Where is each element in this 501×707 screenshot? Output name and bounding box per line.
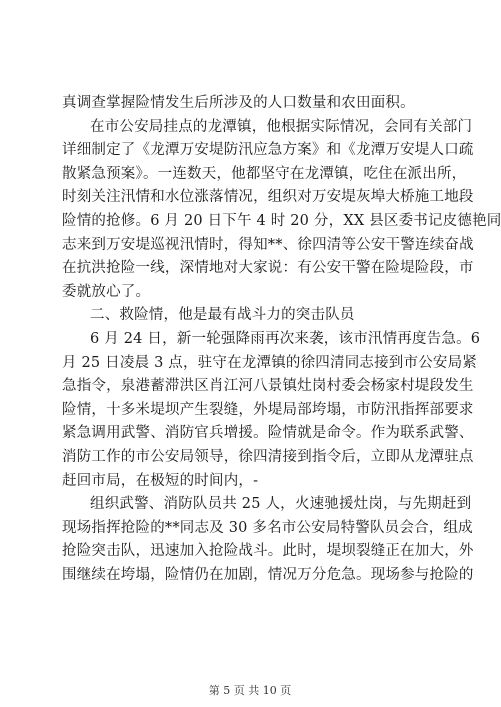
text-line: 志来到万安堤巡视汛情时，得知**、徐四清等公安干警连续奋战 <box>62 236 474 253</box>
text-line: 紧急调用武警、消防官兵增援。险情就是命令。作为联系武警、 <box>62 425 474 442</box>
text-line: 现场指挥抢险的**同志及 30 多名市公安局特警队员会合，组成 <box>62 519 473 536</box>
text-line: 险情，十多米堤坝产生裂缝，外堤局部垮塌，市防汛指挥部要求 <box>62 401 474 418</box>
text-line: 月 25 日凌晨 3 点，驻守在龙潭镇的徐四清同志接到市公安局紧 <box>62 354 478 371</box>
text-line: 6 月 24 日，新一轮强降雨再次来袭，该市汛情再度告急。6 <box>90 330 481 347</box>
text-line: 抢险突击队，迅速加入抢险战斗。此时，堤坝裂缝正在加大，外 <box>62 543 474 560</box>
text-line: 赶回市局，在极短的时间内，- <box>62 472 259 489</box>
text-line: 在抗洪抢险一线，深情地对大家说：有公安干警在险堤险段，市 <box>62 260 474 277</box>
text-line: 急指令，泉港蓄滞洪区肖江河八景镇灶岗村委会杨家村堤段发生 <box>62 378 474 395</box>
section-heading: 二、救险情，他是最有战斗力的突击队员 <box>90 307 355 324</box>
page-number-footer: 第 5 页 共 10 页 <box>208 684 292 697</box>
text-line: 在市公安局挂点的龙潭镇，他根据实际情况，会同有关部门 <box>90 118 473 135</box>
text-line: 组织武警、消防队员共 25 人，火速驰援灶岗，与先期赶到 <box>90 496 472 513</box>
text-line: 散紧急预案》。一连数天，他都坚守在龙潭镇，吃住在派出所， <box>62 165 467 182</box>
text-line: 险情的抢修。6 月 20 日下午 4 时 20 分，XX 县区委书记皮德艳同 <box>62 212 501 229</box>
text-line: 消防工作的市公安局领导，徐四清接到指令后，立即从龙潭驻点 <box>62 448 474 465</box>
text-line: 时刻关注汛情和水位涨落情况，组织对万安堤灰埠大桥施工地段 <box>62 189 474 206</box>
body-text <box>62 92 501 587</box>
text-line: 围继续在垮塌，险情仍在加剧，情况万分危急。现场参与抢险的 <box>62 566 474 583</box>
text-line: 委就放心了。 <box>62 283 151 300</box>
text-line: 详细制定了《龙潭万安堤防汛应急方案》和《龙潭万安堤人口疏 <box>62 142 474 159</box>
text-line: 真调查掌握险情发生后所涉及的人口数量和农田面积。 <box>62 95 415 111</box>
